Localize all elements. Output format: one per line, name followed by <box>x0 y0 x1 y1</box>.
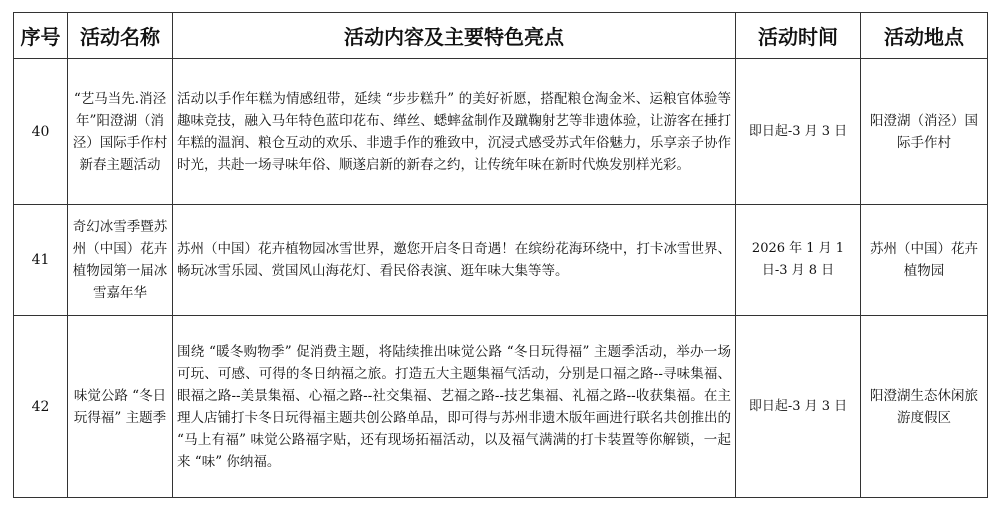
cell-time: 即日起-3 月 3 日 <box>736 316 861 498</box>
header-no: 序号 <box>14 13 68 59</box>
table-row <box>14 205 988 316</box>
cell-place: 苏州（中国）花卉植物园 <box>861 205 988 316</box>
cell-name: 味觉公路 “冬日玩得福” 主题季 <box>68 316 173 498</box>
header-time: 活动时间 <box>736 13 861 59</box>
cell-name: 奇幻冰雪季暨苏州（中国）花卉植物园第一届冰雪嘉年华 <box>68 205 173 316</box>
cell-content: 围绕 “暖冬购物季” 促消费主题，将陆续推出味觉公路 “冬日玩得福” 主题季活动，举办一场可玩、可感、可得的冬日纳福之旅。打造五大主题集福气活动，分别是口福之路--寻味集福、眼福之路--美景集福、心福之路--社交集福、艺福之路--技艺集福、礼福之路--收获集福。在主理人店铺打卡冬日玩得福主题共创公路单品，即可得与苏州非遗木版年画进行联名共创推出的 “马上有福” 味觉公路福字贴，还有现场拓福活动，以及福气满满的打卡装置等你解锁，一起来 “味” 你纳福。 <box>173 316 736 498</box>
events-table <box>13 12 988 498</box>
cell-time: 2026 年 1 月 1 日-3 月 8 日 <box>736 205 861 316</box>
cell-no: 42 <box>14 316 68 498</box>
header-place: 活动地点 <box>861 13 988 59</box>
table-row <box>14 59 988 205</box>
header-row <box>14 13 988 59</box>
table-row <box>14 316 988 498</box>
cell-no: 40 <box>14 59 68 205</box>
cell-content: 苏州（中国）花卉植物园冰雪世界，邀您开启冬日奇遇！在缤纷花海环绕中，打卡冰雪世界、畅玩冰雪乐园、赏国风山海花灯、看民俗表演、逛年味大集等等。 <box>173 205 736 316</box>
cell-time: 即日起-3 月 3 日 <box>736 59 861 205</box>
cell-name: “艺马当先.消泾年”阳澄湖（消泾）国际手作村新春主题活动 <box>68 59 173 205</box>
header-content: 活动内容及主要特色亮点 <box>173 13 736 59</box>
cell-no: 41 <box>14 205 68 316</box>
cell-place: 阳澄湖（消泾）国际手作村 <box>861 59 988 205</box>
cell-place: 阳澄湖生态休闲旅游度假区 <box>861 316 988 498</box>
cell-content: 活动以手作年糕为情感纽带，延续 “步步糕升” 的美好祈愿，搭配粮仓淘金米、运粮官体验等趣味竞技，融入马年特色蓝印花布、缂丝、蟋蟀盆制作及蹴鞠射艺等非遗体验，让游客在捶打年糕的温润、粮仓互动的欢乐、非遗手作的雅致中，沉浸式感受苏式年俗魅力，乐享亲子协作时光，共赴一场寻味年俗、顺遂启新的新春之约，让传统年味在新时代焕发别样光彩。 <box>173 59 736 205</box>
header-name: 活动名称 <box>68 13 173 59</box>
